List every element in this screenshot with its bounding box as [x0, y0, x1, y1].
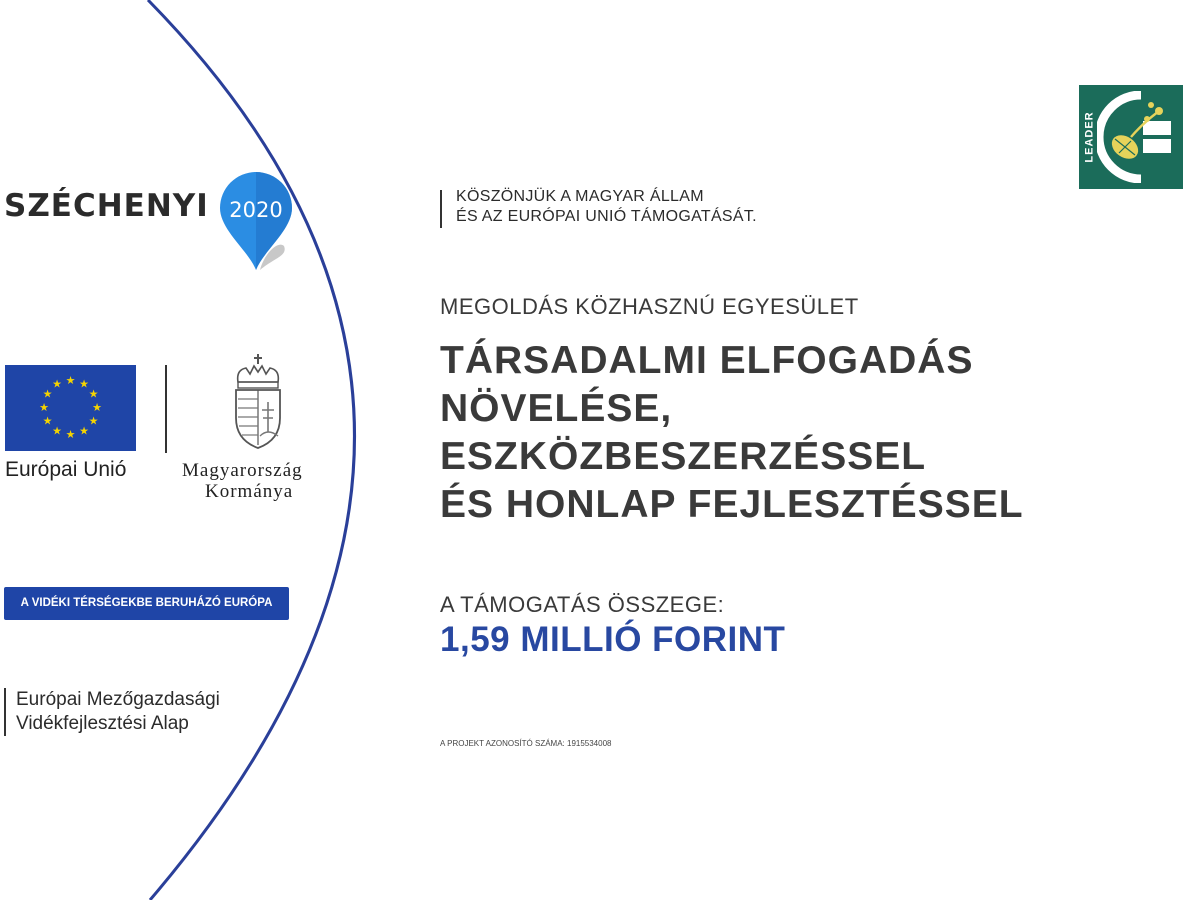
svg-text:★: ★: [52, 377, 62, 391]
hungarian-coat-of-arms-icon: [228, 352, 288, 452]
eafrd-line2: Vidékfejlesztési Alap: [16, 713, 189, 734]
svg-text:★: ★: [65, 374, 76, 387]
svg-text:★: ★: [92, 401, 102, 414]
svg-text:★: ★: [79, 377, 89, 391]
szechenyi-year: 2020: [229, 198, 283, 222]
svg-text:★: ★: [79, 424, 89, 438]
title-line: TÁRSADALMI ELFOGADÁS: [440, 339, 974, 382]
title-line: ESZKÖZBESZERZÉSSEL: [440, 435, 927, 478]
vide-badge: A VIDÉKI TÉRSÉGEKBE BERUHÁZÓ EURÓPA: [4, 587, 289, 620]
szechenyi-pin-icon: [218, 170, 294, 275]
project-id: A PROJEKT AZONOSÍTÓ SZÁMA: 1915534008: [440, 739, 612, 748]
thanks-line1: KÖSZÖNJÜK A MAGYAR ÁLLAM: [456, 188, 704, 205]
amount-value: 1,59 MILLIÓ FORINT: [440, 620, 786, 659]
eu-flag-icon: [5, 365, 136, 451]
organization-name: MEGOLDÁS KÖZHASZNÚ EGYESÜLET: [440, 294, 859, 319]
gov-label-line2: Kormánya: [205, 481, 294, 502]
eafrd-label: [16, 688, 220, 736]
svg-text:★: ★: [88, 387, 99, 401]
svg-text:★: ★: [42, 387, 53, 401]
szechenyi-logo-text: SZÉCHENYI: [4, 188, 209, 224]
leader-logo-icon: [1079, 85, 1183, 189]
leader-logo-text: LEADER: [1084, 111, 1097, 163]
title-line: NÖVELÉSE,: [440, 387, 673, 430]
leader-logo-text-wrap: [1082, 85, 1098, 189]
title-line: ÉS HONLAP FEJLESZTÉSSEL: [440, 483, 1024, 526]
svg-text:★: ★: [42, 414, 53, 428]
thanks-line2: ÉS AZ EURÓPAI UNIÓ TÁMOGATÁSÁT.: [456, 208, 757, 225]
leader-emblem: [1097, 91, 1181, 183]
logo-divider: [165, 365, 167, 453]
svg-text:★: ★: [88, 414, 99, 428]
thanks-divider: [440, 190, 442, 228]
amount-label: A TÁMOGATÁS ÖSSZEGE:: [440, 592, 725, 617]
gov-label-line1: Magyarország: [182, 460, 303, 481]
thanks-text: [456, 187, 757, 227]
svg-text:★: ★: [65, 428, 76, 441]
eafrd-divider: [4, 688, 6, 736]
eu-label: Európai Unió: [5, 458, 127, 481]
svg-text:★: ★: [39, 401, 49, 414]
svg-text:★: ★: [52, 424, 62, 438]
project-title: [440, 337, 1024, 529]
eafrd-line1: Európai Mezőgazdasági: [16, 689, 220, 710]
